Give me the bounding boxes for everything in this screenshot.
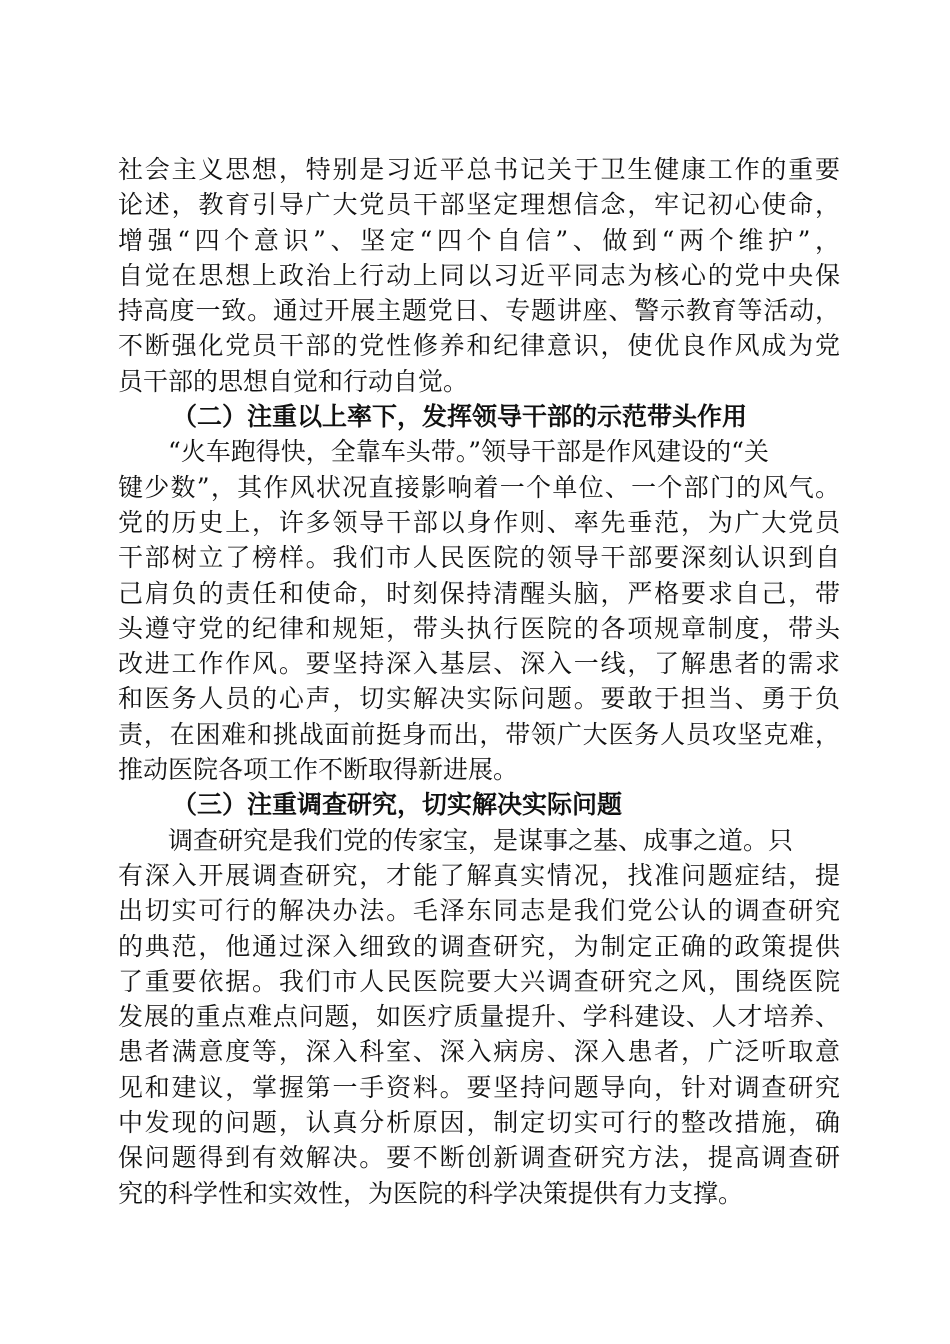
paragraph-line: 责，在困难和挑战面前挺身而出，带领广大医务人员攻坚克难， — [118, 719, 840, 749]
paragraph-line: 自觉在思想上政治上行动上同以习近平同志为核心的党中央保 — [118, 260, 840, 290]
paragraph-line: 不断强化党员干部的党性修养和纪律意识，使优良作风成为党 — [118, 331, 840, 361]
paragraph-line: 的典范，他通过深入细致的调查研究，为制定正确的政策提供 — [118, 931, 840, 961]
paragraph-line: 和医务人员的心声，切实解决实际问题。要敢于担当、勇于负 — [118, 684, 840, 714]
paragraph-line: 中发现的问题，认真分析原因，制定切实可行的整改措施，确 — [118, 1108, 840, 1138]
paragraph-line: 了重要依据。我们市人民医院要大兴调查研究之风，围绕医院 — [118, 966, 840, 996]
section-heading: （三）注重调查研究，切实解决实际问题 — [172, 790, 623, 820]
paragraph-line: 论述，教育引导广大党员干部坚定理想信念，牢记初心使命， — [118, 190, 840, 220]
paragraph-line: 干部树立了榜样。我们市人民医院的领导干部要深刻认识到自 — [118, 543, 840, 573]
paragraph-line: 键少数”，其作风状况直接影响着一个单位、一个部门的风气。 — [118, 472, 840, 502]
paragraph-line: 党的历史上，许多领导干部以身作则、率先垂范，为广大党员 — [118, 507, 840, 537]
paragraph-line: 持高度一致。通过开展主题党日、专题讲座、警示教育等活动， — [118, 296, 840, 326]
paragraph-line: 保问题得到有效解决。要不断创新调查研究方法，提高调查研 — [118, 1143, 840, 1173]
paragraph-line: 社会主义思想，特别是习近平总书记关于卫生健康工作的重要 — [118, 155, 840, 184]
document-body — [118, 152, 840, 1211]
paragraph-line: 改进工作作风。要坚持深入基层、深入一线，了解患者的需求 — [118, 649, 840, 679]
paragraph-line: 患者满意度等，深入科室、深入病房、深入患者，广泛听取意 — [118, 1037, 840, 1067]
paragraph-line: 己肩负的责任和使命，时刻保持清醒头脑，严格要求自己，带 — [118, 578, 840, 608]
paragraph-line: 员干部的思想自觉和行动自觉。 — [118, 366, 469, 396]
paragraph-line: 增强“四个意识”、坚定“四个自信”、做到“两个维护”， — [118, 225, 840, 255]
paragraph-line: 发展的重点难点问题，如医疗质量提升、学科建设、人才培养、 — [118, 1002, 840, 1032]
paragraph-first-line: “火车跑得快，全靠车头带。”领导干部是作风建设的“关 — [168, 437, 769, 467]
paragraph-line: 有深入开展调查研究，才能了解真实情况，找准问题症结，提 — [118, 860, 840, 890]
paragraph-first-line: 调查研究是我们党的传家宝，是谋事之基、成事之道。只 — [168, 825, 794, 855]
paragraph-line: 出切实可行的解决办法。毛泽东同志是我们党公认的调查研究 — [118, 896, 840, 926]
paragraph-line: 见和建议，掌握第一手资料。要坚持问题导向，针对调查研究 — [118, 1072, 840, 1102]
section-heading: （二）注重以上率下，发挥领导干部的示范带头作用 — [172, 402, 748, 432]
paragraph-line: 究的科学性和实效性，为医院的科学决策提供有力支撑。 — [118, 1178, 744, 1208]
paragraph-line: 推动医院各项工作不断取得新进展。 — [118, 755, 519, 785]
paragraph-line: 头遵守党的纪律和规矩，带头执行医院的各项规章制度，带头 — [118, 613, 840, 643]
